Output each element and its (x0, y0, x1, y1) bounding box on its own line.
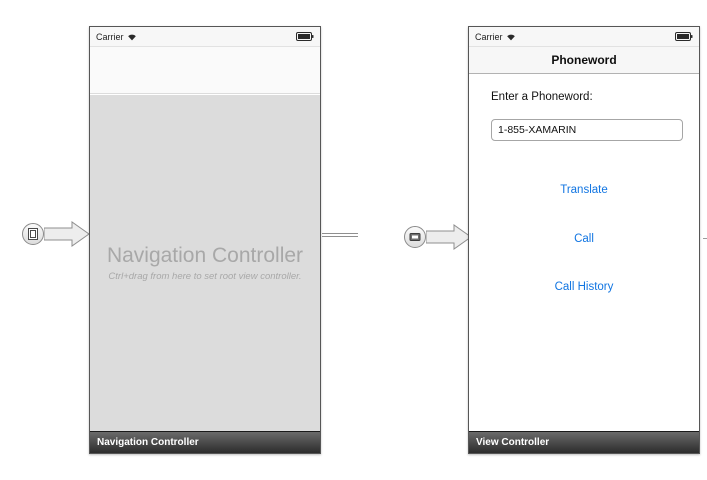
status-bar-left (475, 32, 516, 42)
phoneword-label: Enter a Phoneword: (491, 91, 593, 103)
canvas-edge-tick (703, 238, 707, 239)
segue-glyph (409, 231, 421, 243)
battery-full-icon (675, 32, 693, 41)
placeholder-title: Navigation Controller (106, 243, 304, 267)
call-button[interactable]: Call (469, 233, 699, 245)
placeholder-subtitle: Ctrl+drag from here to set root view controller. (108, 271, 302, 283)
status-bar (90, 27, 320, 47)
status-bar-left (96, 32, 137, 42)
entry-point-icon[interactable] (22, 223, 44, 245)
scene-footer-navigation-controller[interactable] (90, 431, 320, 453)
nav-bar (469, 47, 699, 74)
battery-full-icon (296, 32, 314, 41)
nav-bar-area (90, 47, 320, 94)
entry-point-glyph (27, 228, 39, 240)
phoneword-body (469, 47, 699, 431)
scene-footer-view-controller[interactable] (469, 431, 699, 453)
call-history-button[interactable]: Call History (469, 281, 699, 293)
root-view-controller-placeholder[interactable] (90, 95, 320, 431)
entry-point-arrow (44, 220, 90, 248)
wifi-icon (127, 33, 137, 41)
translate-button[interactable]: Translate (469, 184, 699, 196)
nav-bar-title: Phoneword (551, 53, 617, 67)
scene-footer-label: View Controller (476, 437, 550, 448)
wifi-icon (506, 33, 516, 41)
carrier-label: Carrier (475, 31, 503, 42)
navigation-controller-body (90, 47, 320, 431)
segue-icon[interactable] (404, 226, 426, 248)
phoneword-content (469, 74, 699, 430)
status-bar (469, 27, 699, 47)
navigation-controller-scene[interactable] (89, 26, 321, 454)
segue-arrow (426, 223, 472, 251)
phoneword-scene[interactable] (468, 26, 700, 454)
carrier-label: Carrier (96, 31, 124, 42)
phoneword-input[interactable] (491, 119, 683, 141)
scene-footer-label: Navigation Controller (97, 437, 199, 448)
segue-line[interactable] (322, 228, 358, 242)
